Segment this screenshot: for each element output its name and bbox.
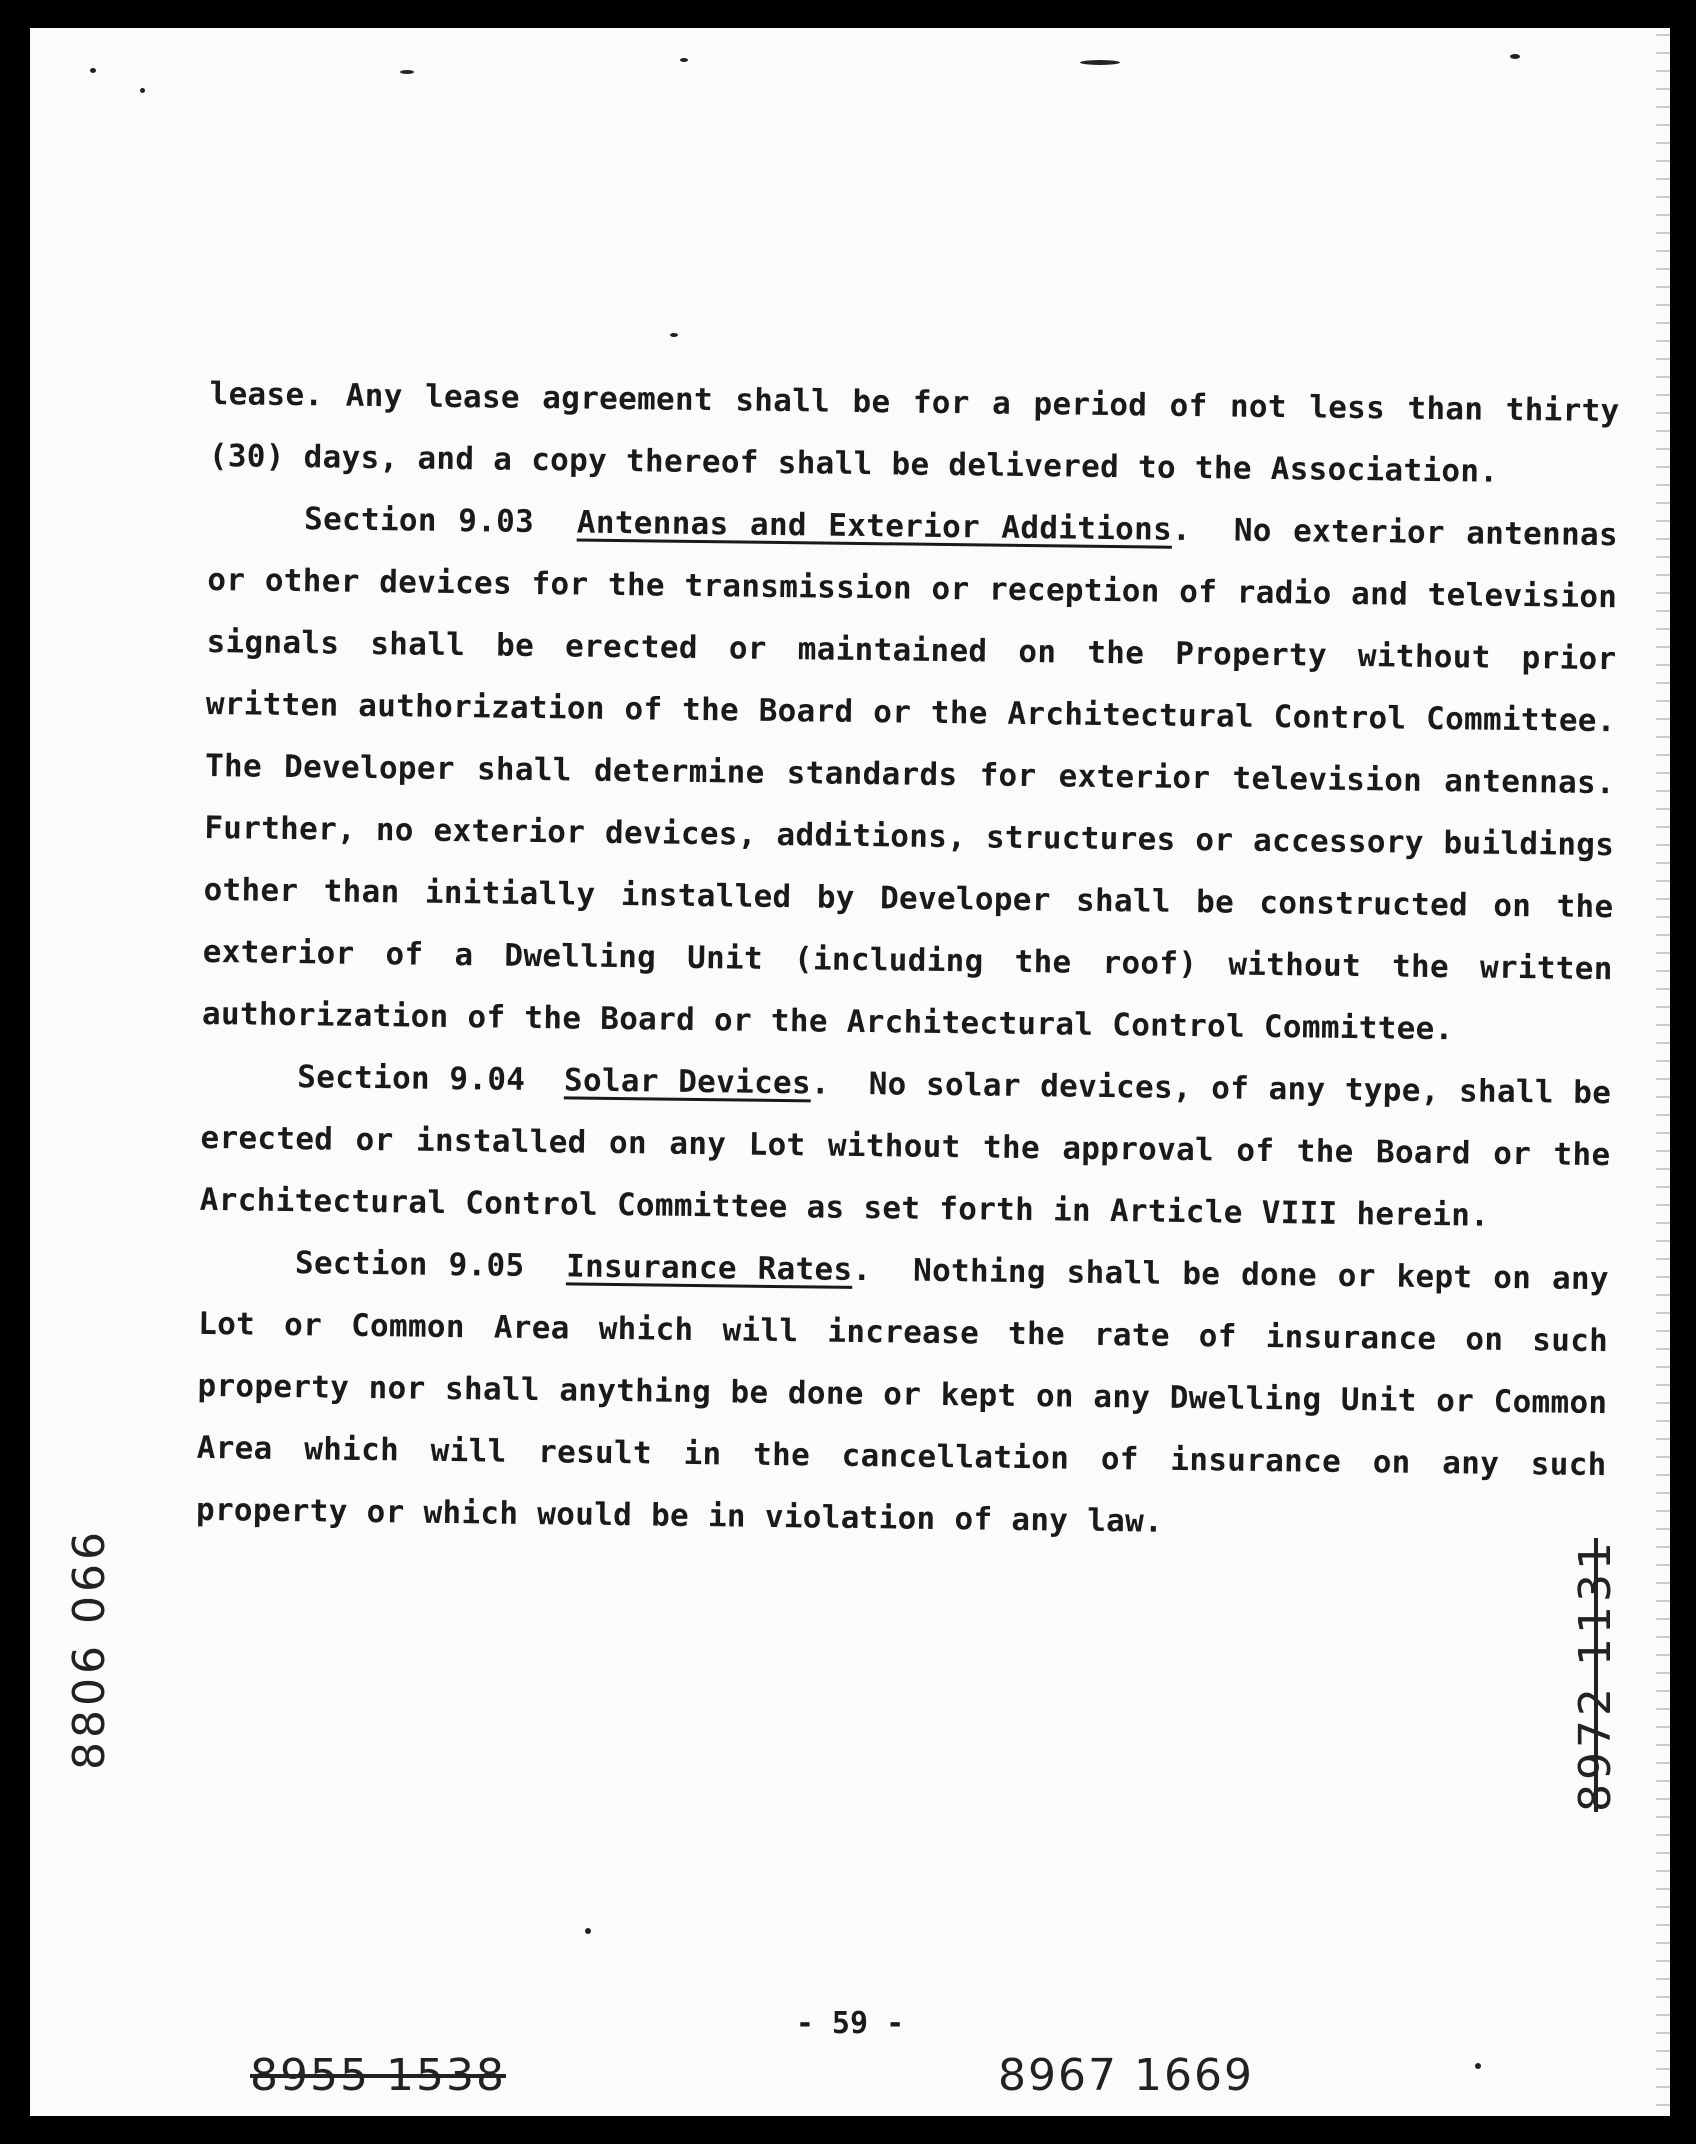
- paragraph-text: No exterior antennas or other devices for the transmission or reception of radio and television signals shall be erected or maintained on the Property without prior written authorization of the Board or the Architectural Control Committee. The Developer shall determine standards for exterior television antennas. Further, no exterior devices, additions, structures or accessory buildings other than initially installed by Developer shall be constructed on the exterior of a Dwelling Unit (including the roof) without the written authorization of the Board or the Architectural Control Committee.: [201, 512, 1619, 1048]
- document-page: [30, 28, 1670, 2116]
- section-number: Section 9.04: [297, 1059, 526, 1098]
- section-number: Section 9.03: [303, 501, 535, 540]
- section-heading: Solar Devices: [563, 1062, 812, 1102]
- section-heading: Antennas and Exterior Additions: [576, 504, 1173, 548]
- stamp-bottom-right: 8967 1669: [998, 2050, 1254, 2101]
- section-9-04: Section 9.04 Solar Devices. No solar devices, of any type, shall be erected or installed on any Lot without the approval of the Board or the Architectural Control Committee as set forth in Article VIII herein.: [199, 1059, 1612, 1234]
- page-number: - 59 -: [795, 2006, 905, 2041]
- scan-speck: [680, 58, 688, 62]
- scan-speck: [670, 333, 678, 337]
- margin-stamp-left: 8806 066: [64, 1528, 115, 1770]
- stamp-bottom-left: 8955 1538: [250, 2050, 506, 2101]
- section-9-05: Section 9.05 Insurance Rates. Nothing shall be done or kept on any Lot or Common Area which will increase the rate of insurance on such property nor shall anything be done or kept on any Dwelling Unit or Common Area which will result in the cancellation of insurance on any such property or which would be in violation of any law.: [195, 1245, 1610, 1540]
- scan-speck: [585, 1928, 591, 1934]
- paragraph-text: Nothing shall be done or kept on any Lot or Common Area which will increase the rate of insurance on such property nor shall anything be done or kept on any Dwelling Unit or Common Area which will result in the cancellation of insurance on any such property or which would be in violation of any law.: [195, 1252, 1610, 1540]
- paragraph-text: lease. Any lease agreement shall be for a period of not less than thirty (30) days, and a copy thereof shall be delivered to the Association.: [208, 375, 1620, 490]
- scan-speck: [1475, 2063, 1481, 2069]
- paragraph-text: No solar devices, of any type, shall be erected or installed on any Lot without the approval of the Board or the Architectural Control Committee as set forth in Article VIII herein.: [199, 1066, 1612, 1234]
- document-body: [196, 363, 1620, 1558]
- scan-edge: [1656, 28, 1670, 2116]
- section-heading: Insurance Rates: [565, 1248, 853, 1288]
- scan-speck: [140, 88, 145, 93]
- section-number: Section 9.05: [294, 1245, 525, 1284]
- scan-speck: [1080, 60, 1120, 65]
- scan-speck: [1510, 54, 1520, 59]
- scan-speck: [400, 70, 414, 74]
- paragraph-lease-continuation: [208, 363, 1619, 504]
- margin-stamp-right: 8972 1131: [1570, 1538, 1621, 1812]
- section-9-03: Section 9.03 Antennas and Exterior Additions. No exterior antennas or other devices for the transmission or reception of radio and television signals shall be erected or maintained on the Property without prior written authorization of the Board or the Architectural Control Committee. The Developer shall determine standards for exterior television antennas. Further, no exterior devices, additions, structures or accessory buildings other than initially installed by Developer shall be constructed on the exterior of a Dwelling Unit (including the roof) without the written authorization of the Board or the Architectural Control Committee.: [201, 501, 1619, 1048]
- scan-speck: [90, 68, 96, 73]
